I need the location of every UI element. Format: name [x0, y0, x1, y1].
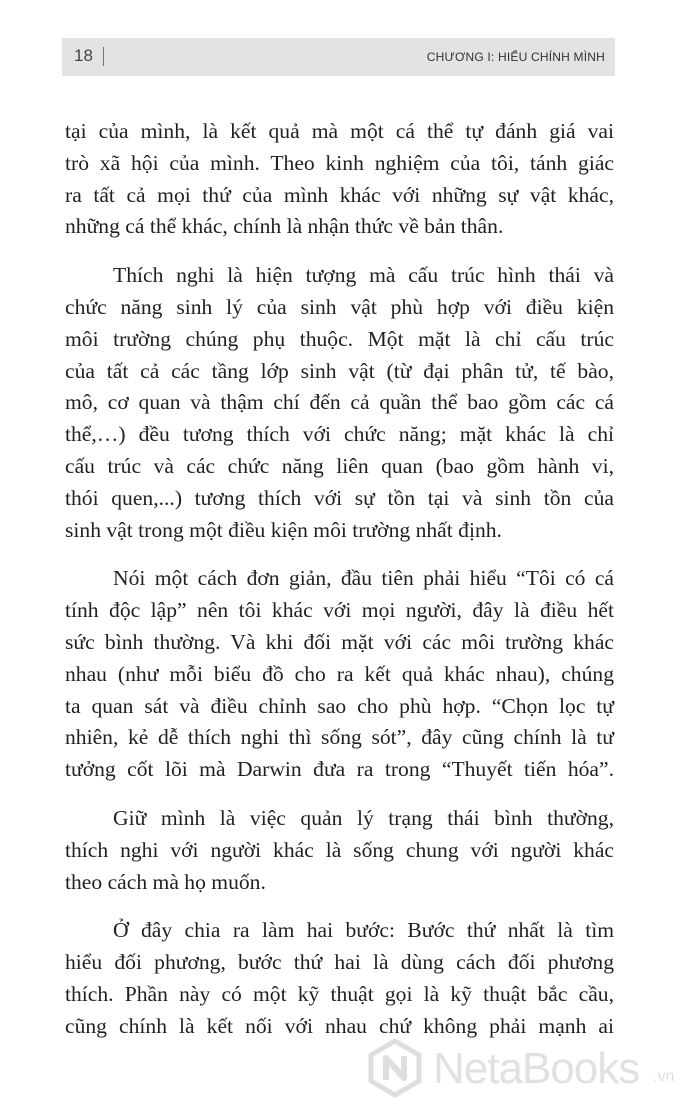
body-text [65, 116, 614, 1060]
text-line: nhiên, kẻ dễ thích nghi thì sống sót”, đây cũng chính là tư [65, 725, 614, 750]
header-separator [103, 47, 104, 66]
text-line: hiểu đối phương, bước thứ hai là dùng cách đối phương [65, 950, 614, 975]
text-line: Giữ mình là việc quản lý trạng thái bình thường, [113, 805, 614, 830]
text-line: cấu trúc và các chức năng liên quan (bao gồm hành vi, [65, 453, 614, 478]
text-line: tại của mình, là kết quả mà một cá thể tự đánh giá vai [65, 119, 614, 143]
paragraph-4 [65, 803, 614, 898]
text-line: ta quan sát và điều chỉnh sao cho phù hợp. “Chọn lọc tự [65, 693, 614, 718]
text-line: nhau (như mỗi biểu đồ cho ra kết quả khác nhau), chúng [65, 661, 614, 686]
paragraph-3 [65, 563, 614, 786]
text-line: chức năng sinh lý của sinh vật phù hợp với điều kiện [65, 294, 614, 319]
text-line: mô, cơ quan và thậm chí đến cả quần thể bao gồm các cá [65, 390, 614, 415]
watermark-brand: NetaBooks [433, 1044, 640, 1093]
text-line: môi trường chúng phụ thuộc. Một mặt là chỉ cấu trúc [65, 326, 614, 351]
text-line: cũng chính là kết nối với nhau chứ không phải mạnh ai [65, 1013, 614, 1038]
paragraph-2 [65, 260, 614, 546]
text-line: Ở đây chia ra làm hai bước: Bước thứ nhất là tìm [113, 918, 614, 943]
watermark [365, 1038, 695, 1098]
netabooks-logo-icon [365, 1038, 425, 1098]
text-line: theo cách mà họ muốn. [65, 869, 266, 894]
paragraph-1 [65, 116, 614, 243]
chapter-title: CHƯƠNG I: HIỂU CHÍNH MÌNH [426, 50, 605, 64]
text-line: của tất cả các tầng lớp sinh vật (từ đại phân tử, tế bào, [65, 358, 614, 383]
page-number: 18 [74, 46, 93, 65]
text-line: trò xã hội của mình. Theo kinh nghiệm của tôi, tánh giác [65, 150, 614, 175]
text-line: thói quen,...) tương thích với sự tồn tại và sinh tồn của [65, 485, 614, 510]
text-line: sinh vật trong một điều kiện môi trường nhất định. [65, 517, 502, 542]
paragraph-5 [65, 915, 614, 1042]
text-line: sức bình thường. Và khi đối mặt với các môi trường khác [65, 629, 614, 654]
text-line: những cá thể khác, chính là nhận thức về bản thân. [65, 214, 504, 239]
text-line: tưởng cốt lõi mà Darwin đưa ra trong “Thuyết tiến hóa”. [65, 757, 614, 782]
text-line: thích. Phần này có một kỹ thuật gọi là kỹ thuật bắc cầu, [65, 981, 614, 1006]
text-line: Nói một cách đơn giản, đầu tiên phải hiểu “Tôi có cá [113, 566, 614, 591]
watermark-suffix: .vn [653, 1068, 675, 1085]
text-line: Thích nghi là hiện tượng mà cấu trúc hình thái và [113, 263, 614, 288]
text-line: tính độc lập” nên tôi khác với mọi người, đây là điều hết [65, 598, 614, 623]
text-line: ra tất cả mọi thứ của mình khác với những sự vật khác, [65, 182, 614, 207]
text-line: thích nghi với người khác là sống chung với người khác [65, 837, 614, 862]
text-line: thể,…) đều tương thích với chức năng; mặt khác là chỉ [65, 422, 614, 447]
running-header [62, 38, 615, 76]
